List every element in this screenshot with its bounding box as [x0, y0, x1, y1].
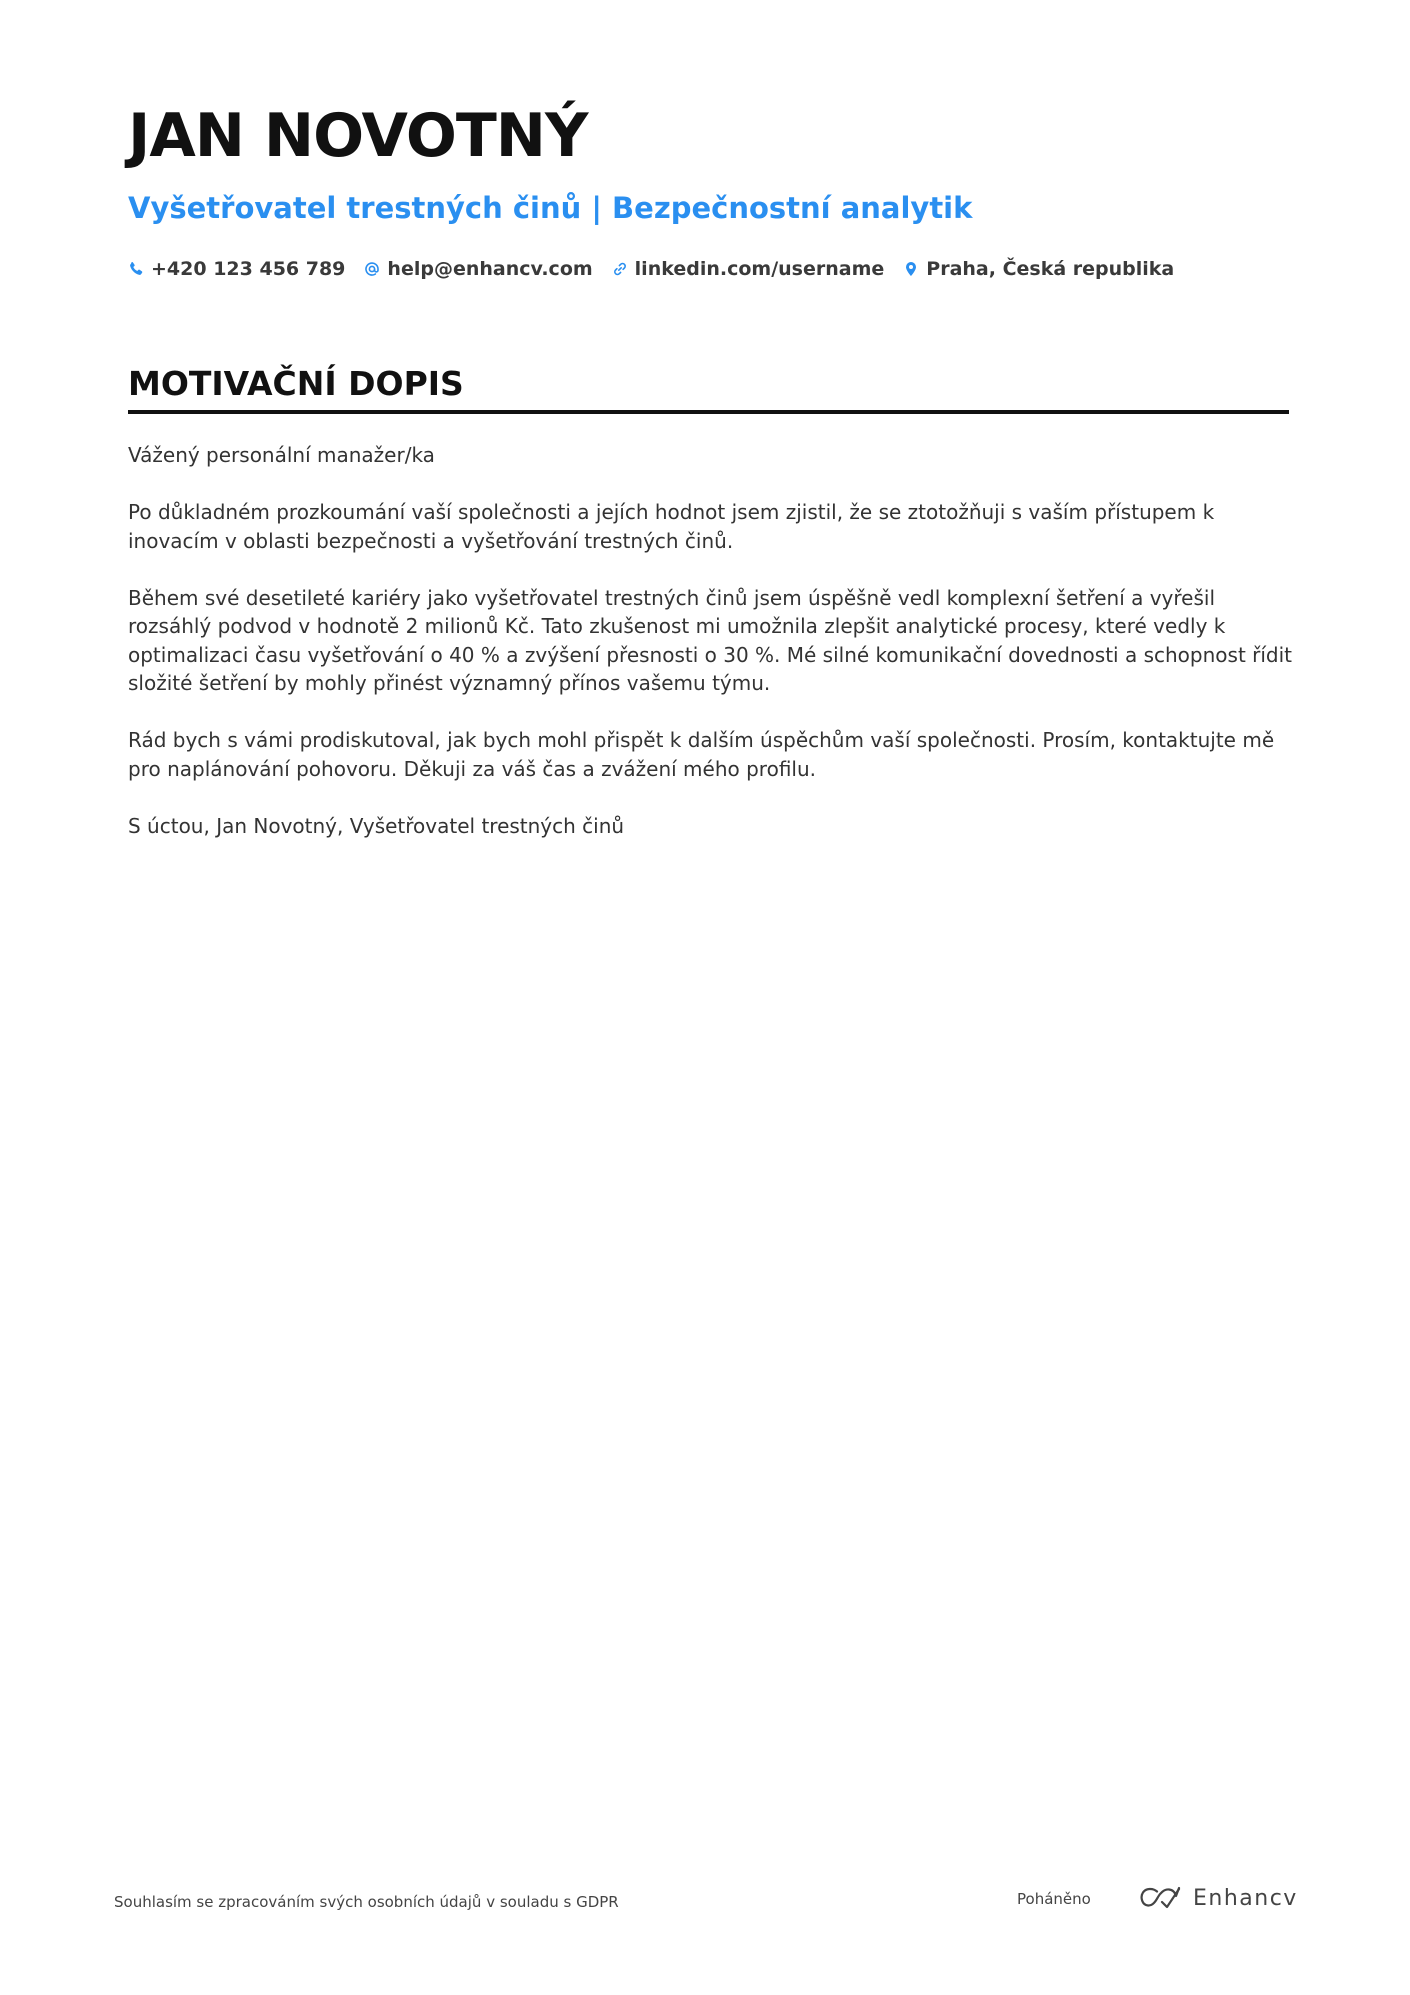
location-pin-icon	[903, 261, 919, 277]
contact-email[interactable]	[364, 258, 592, 280]
candidate-name: JAN NOVOTNÝ	[128, 101, 588, 171]
link-icon	[612, 261, 628, 277]
phone-icon	[128, 261, 144, 277]
letter-paragraph: Rád bych s vámi prodiskutoval, jak bych mohl přispět k dalším úspěchům vaší společnosti. Prosím, kontaktujte mě pro naplánování pohovoru. Děkuji za váš čas a zvážení mého profilu.	[128, 728, 1275, 781]
contact-phone-text: +420 123 456 789	[151, 258, 346, 280]
enhancv-logo[interactable]	[1137, 1885, 1298, 1911]
contact-linkedin-text: linkedin.com/username	[634, 258, 885, 280]
contact-bar	[128, 254, 1174, 284]
enhancv-logo-icon	[1137, 1885, 1185, 1911]
section-title: MOTIVAČNÍ DOPIS	[128, 364, 464, 403]
letter-paragraph: Během své desetileté kariéry jako vyšetřovatel trestných činů jsem úspěšně vedl komplexní šetření a vyřešil rozsáhlý podvod v hodnotě 2 milionů Kč. Tato zkušenost mi umožnila zlepšit analytické procesy, které vedly k optimalizaci času vyšetřování o 40 % a zvýšení přesnosti o 30 %. Mé silné komunikační dovednosti a schopnost řídit složité šetření by mohly přinést významný přínos vašemu týmu.	[128, 585, 1293, 695]
section-divider	[128, 410, 1289, 414]
contact-location-text: Praha, Česká republika	[926, 258, 1175, 280]
enhancv-logo-text: Enhancv	[1193, 1885, 1298, 1911]
contact-phone[interactable]	[128, 258, 345, 280]
gdpr-consent-text: Souhlasím se zpracováním svých osobních údajů v souladu s GDPR	[114, 1893, 619, 1911]
powered-by-label: Poháněno	[1017, 1890, 1091, 1908]
letter-body	[128, 441, 1293, 869]
letter-paragraph: Po důkladném prozkoumání vaší společnosti a jejích hodnot jsem zjistil, že se ztotožňuji s vaším přístupem k inovacím v oblasti bezpečnosti a vyšetřování trestných činů.	[128, 500, 1215, 553]
contact-linkedin[interactable]	[612, 258, 885, 280]
letter-greeting: Vážený personální manažer/ka	[128, 443, 435, 467]
contact-location	[903, 258, 1174, 280]
contact-email-text: help@enhancv.com	[387, 258, 593, 280]
at-icon	[364, 261, 380, 277]
candidate-title: Vyšetřovatel trestných činů | Bezpečnostní analytik	[128, 191, 973, 225]
letter-closing: S úctou, Jan Novotný, Vyšetřovatel trestných činů	[128, 813, 625, 838]
